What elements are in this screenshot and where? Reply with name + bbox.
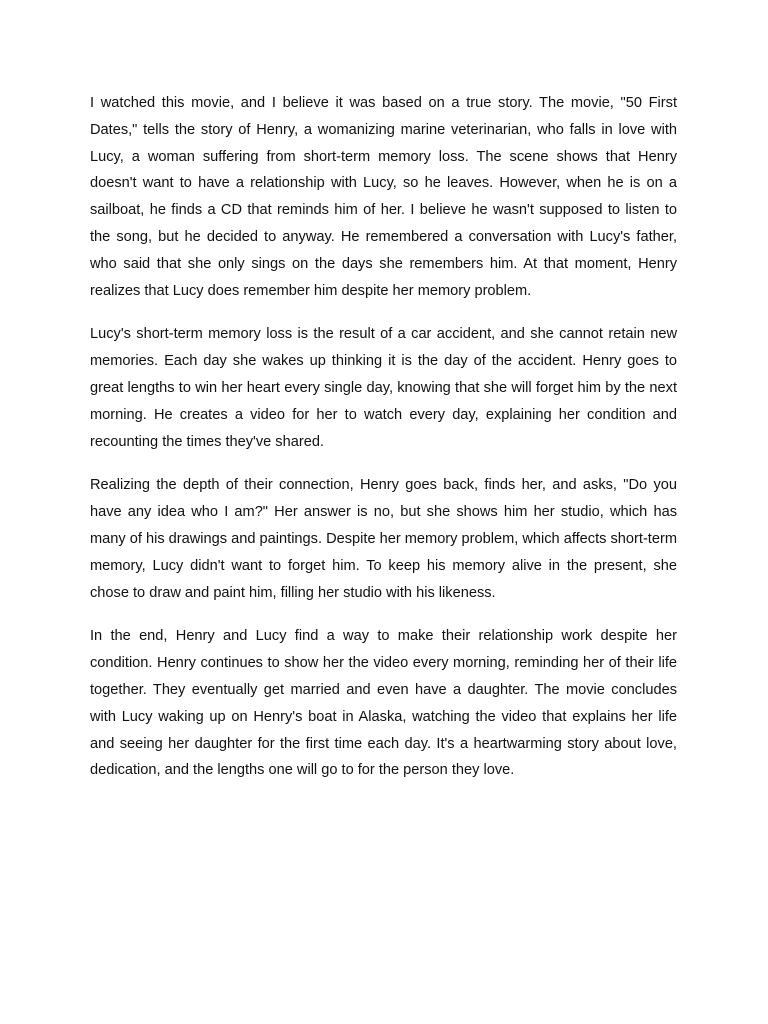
paragraph-3: Realizing the depth of their connection, Henry goes back, finds her, and asks, "Do you have any idea who I am?" Her answer is no, but she shows him her studio, which has many of his drawings and paintings. Despite her memory problem, which affects short-term memory, Lucy didn't want to forget him. To keep his memory alive in the present, she chose to draw and paint him, filling her studio with his likeness. — [90, 477, 677, 601]
paragraph-1: I watched this movie, and I believe it was based on a true story. The movie, "50 First Dates," tells the story of Henry, a womanizing marine veterinarian, who falls in love with Lucy, a woman suffering from short-term memory loss. The scene shows that Henry doesn't want to have a relationship with Lucy, so he leaves. However, when he is on a sailboat, he finds a CD that reminds him of her. I believe he wasn't supposed to listen to the song, but he decided to anyway. He remembered a conversation with Lucy's father, who said that she only sings on the days she remembers him. At that moment, Henry realizes that Lucy does remember him despite her memory problem. — [90, 95, 677, 299]
paragraph-2: Lucy's short-term memory loss is the result of a car accident, and she cannot retain new memories. Each day she wakes up thinking it is the day of the accident. Henry goes to great lengths to win her heart every single day, knowing that she will forget him by the next morning. He creates a video for her to watch every day, explaining her condition and recounting the times they've shared. — [90, 326, 677, 450]
paragraph-4: In the end, Henry and Lucy find a way to make their relationship work despite her condition. Henry continues to show her the video every morning, reminding her of their life together. They eventually get married and even have a daughter. The movie concludes with Lucy waking up on Henry's boat in Alaska, watching the video that explains her life and seeing her daughter for the first time each day. It's a heartwarming story about love, dedication, and the lengths one will go to for the person they love. — [90, 628, 677, 779]
